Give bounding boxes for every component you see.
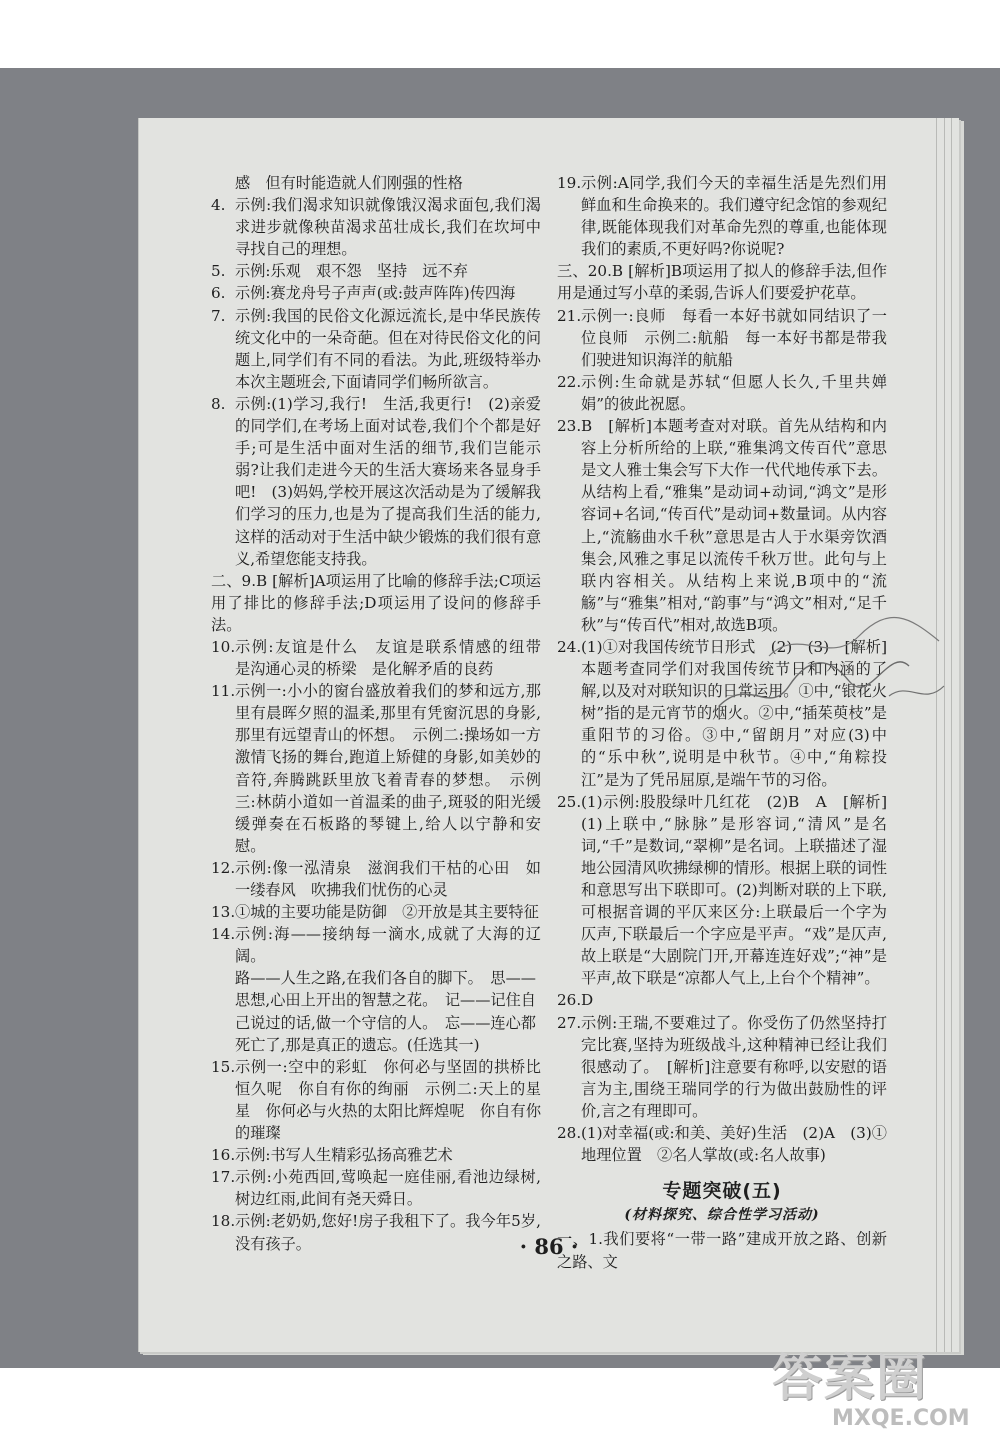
answer-text: (1)①对我国传统节日形式 (2) (3) [解析]本题考查同学们对我国传统节日和内涵的了解,以及对对联知识的日常运用。①中,“银花火树”指的是元宵节的烟火。②中,“插茱萸枝”是重阳节的习俗。③中,“留朗月”对应(3)中的“乐中秋”,说明是中秋节。④中,“角粽投江”是为了凭吊屈原,是端午节的习俗。 bbox=[581, 637, 887, 789]
answer-text: ①城的主要功能是防御 ②开放是其主要特征 bbox=[235, 903, 539, 922]
answer-text: (1)对幸福(或:和美、美好)生活 (2)A (3)①地理位置 ②名人掌故(或:名人故事) bbox=[581, 1124, 887, 1165]
answer-text: 示例:A同学,我们今天的幸福生活是先烈们用鲜血和生命换来的。我们遵守纪念馆的参观纪律,既能体现我们对革命先烈的尊重,也能体现我们的素质,不更好吗?你说呢? bbox=[581, 174, 887, 259]
answer-number: 19. bbox=[557, 174, 582, 192]
section-title: 专题突破(五) bbox=[662, 1180, 782, 1203]
answer-number: 24. bbox=[557, 637, 582, 656]
answer-text: 示例:赛龙舟号子声声(或:鼓声阵阵)传四海 bbox=[235, 284, 516, 303]
answer-text: 示例:我国的民俗文化源远流长,是中华民族传统文化中的一朵奇葩。但在对待民俗文化的问题上,同学们有不同的看法。为此,班级特举办本次主题班会,下面请同学们畅所欲言。 bbox=[235, 306, 541, 391]
answer-number: 二、9.B bbox=[211, 571, 268, 590]
answer-text: 示例:生命就是苏轼“但愿人长久,千里共婵娟”的彼此祝愿。 bbox=[581, 372, 887, 413]
answer-item bbox=[211, 1056, 541, 1144]
answer-item bbox=[211, 393, 541, 570]
answer-item bbox=[211, 636, 557, 680]
answer-item bbox=[557, 1122, 887, 1166]
answer-text: 示例一:小小的窗台盛放着我们的梦和远方,那里有晨晖夕照的温柔,那里有凭窗沉思的身影,那里有远望青山的怀想。 示例二:操场如一方激情飞扬的舞台,跑道上矫健的身影,如美妙的音符,奔腾跳跃里放飞着青春的梦想。 示例三:林荫小道如一首温柔的曲子,斑驳的阳光缓缓弹奏在石板路的琴键上,给人以宁静和安慰。 bbox=[235, 682, 541, 855]
answer-text: D bbox=[581, 991, 594, 1010]
answer-item bbox=[211, 260, 541, 282]
answer-text: 示例:友谊是什么 友谊是联系情感的纽带 是沟通心灵的桥梁 是化解矛盾的良药 bbox=[235, 637, 557, 679]
answer-number: 三、20.B bbox=[557, 262, 624, 281]
answer-text: 示例:王瑞,不要难过了。你受伤了仍然坚持打完比赛,坚持为班级战斗,这种精神已经让我们很感动了。 [解析]注意要有称呼,以安慰的语言为主,围绕王瑞同学的行为做出鼓励性的评价,言之有理即可。 bbox=[581, 1013, 887, 1120]
answer-text: 示例一:空中的彩虹 你何必与坚固的拱桥比恒久呢 你自有你的绚丽 示例二:天上的星星 你何必与火热的太阳比辉煌呢 你自有你的璀璨 bbox=[235, 1057, 541, 1143]
site-watermark bbox=[762, 1338, 990, 1438]
answer-text: 示例:小苑西回,莺唤起一庭佳丽,看池边绿树,树边红雨,此间有尧天舜日。 bbox=[235, 1168, 541, 1209]
answer-number: 21. bbox=[557, 306, 582, 325]
answer-text: 示例:书写人生精彩弘扬高雅艺术 bbox=[235, 1146, 453, 1165]
answer-item bbox=[557, 1012, 887, 1122]
answer-number: 26. bbox=[557, 991, 582, 1010]
answer-item bbox=[211, 570, 541, 636]
answer-item bbox=[557, 989, 887, 1011]
answer-text: 示例:海——接纳每一滴水,成就了大海的辽阔。 bbox=[235, 925, 541, 966]
answer-text: 示例:像一泓清泉 滋润我们干枯的心田 如一缕春风 吹拂我们忧伤的心灵 bbox=[235, 858, 541, 899]
answer-item bbox=[211, 857, 541, 901]
answer-item bbox=[211, 282, 541, 304]
watermark-logo-text: 答案圈 bbox=[772, 1349, 928, 1407]
pencil-scribble-mark bbox=[709, 586, 959, 736]
answer-number: 17. bbox=[211, 1168, 236, 1187]
section-first-line: 一、1.我们要将“一带一路”建成开放之路、创新之路、文 bbox=[557, 1230, 887, 1271]
answer-text: [解析]B项运用了拟人的修辞手法,但作用是通过写小草的柔弱,告诉人们要爱护花草。 bbox=[557, 262, 888, 303]
answer-item bbox=[557, 260, 887, 304]
answer-number: 13. bbox=[211, 903, 236, 922]
answer-number: 22. bbox=[557, 372, 582, 391]
answer-text: 示例:我们渴求知识就像饿汉渴求面包,我们渴求进步就像秧苗渴求茁壮成长,我们在坎坷中寻找自己的理想。 bbox=[235, 196, 541, 259]
answer-number: 7. bbox=[211, 306, 226, 325]
answer-text: 示例:老奶奶,您好!房子我租下了。我今年5岁,没有孩子。 bbox=[235, 1212, 541, 1253]
answer-item bbox=[211, 194, 541, 260]
answer-page bbox=[138, 118, 959, 1352]
answer-item bbox=[557, 305, 887, 371]
answer-item bbox=[211, 680, 541, 857]
answer-item bbox=[211, 901, 541, 923]
answer-number: 15. bbox=[211, 1057, 236, 1076]
answer-text: (1)示例:股股绿叶几红花 (2)B A [解析](1)上联中,“脉脉”是形容词,“清风”是名词,“千”是数词,“翠柳”是名词。上联描述了湿地公园清风吹拂绿柳的情形。根据上联的词性和意思写出下联即可。(2)判断对联的上下联,可根据音调的平仄来区分:上联最后一个字为仄声,下联最后一个字应是平声。“戏”是仄声,故上联是“大剧院门开,开幕连连好戏”;“神”是平声,故下联是“凉都人气上,上台个个精神”。 bbox=[581, 792, 887, 988]
answer-text: B [解析]本题考查对对联。首先从结构和内容上分析所给的上联,“雅集鸿文传百代”意思是文人雅士集会写下大作一代代地传承下去。从结构上看,“雅集”是动词+动词,“鸿文”是形容词+名词,“传百代”是动词+数量词。从内容上,“流觞曲水千秋”意思是古人于水渠旁饮酒集会,风雅之事足以流传千秋万世。此句与上联内容相关。从结构上来说,B项中的“流觞”与“雅集”相对,“韵事”与“鸿文”相对,“足千秋”与“传百代”相对,故选B项。 bbox=[581, 417, 887, 634]
answer-text: 感 但有时能造就人们刚强的性格 bbox=[235, 174, 463, 192]
answer-number: 11. bbox=[211, 682, 236, 701]
answer-text: 示例:(1)学习,我行! 生活,我更行! (2)亲爱的同学们,在考场上面对试卷,我们个个都是好手;可是生活中面对生活的细节,我们岂能示弱?让我们走进今天的生活大赛场来各显身手吧! (3)妈妈,学校开展这次活动是为了缓解我们学习的压力,也是为了提高我们生活的能力,这样的活动对于生活中缺少锻炼的我们很有意义,希望您能支持我。 bbox=[235, 394, 541, 568]
answer-number: 6. bbox=[211, 284, 226, 303]
answer-item bbox=[211, 305, 541, 393]
answer-number: 18. bbox=[211, 1212, 236, 1231]
section-subtitle: (材料探究、综合性学习活动) bbox=[624, 1207, 820, 1224]
answer-number: 12. bbox=[211, 858, 236, 877]
answer-number: 27. bbox=[557, 1013, 582, 1032]
answer-item bbox=[211, 1166, 541, 1210]
answer-text: 示例一:良师 每看一本好书就如同结识了一位良师 示例二:航船 每一本好书都是带我们驶进知识海洋的航船 bbox=[581, 306, 887, 369]
answer-continuation: 路——人生之路,在我们各自的脚下。 思——思想,心田上开出的智慧之花。 记——记住自己说过的话,做一个守信的人。 忘——连心都死亡了,那是真正的遗忘。(任选其一) bbox=[235, 969, 536, 1054]
answer-number: 28. bbox=[557, 1124, 582, 1143]
answer-item bbox=[557, 791, 887, 990]
answer-number: 16. bbox=[211, 1146, 236, 1165]
answer-item bbox=[211, 923, 541, 967]
answer-text: 示例:乐观 艰不怨 坚持 远不弃 bbox=[235, 262, 468, 281]
answer-number: 25. bbox=[557, 792, 582, 811]
answer-number: 5. bbox=[211, 262, 226, 281]
answer-item bbox=[557, 371, 887, 415]
answer-number: 4. bbox=[211, 196, 226, 215]
page-number: · 86 · bbox=[519, 1234, 579, 1259]
answer-item bbox=[211, 172, 541, 194]
answer-item bbox=[211, 1144, 541, 1166]
answer-number: 8. bbox=[211, 394, 226, 413]
answer-text: [解析]A项运用了比喻的修辞手法;C项运用了排比的修辞手法;D项运用了设问的修辞手法。 bbox=[211, 571, 541, 634]
answer-number: 14. bbox=[211, 925, 236, 944]
answer-item bbox=[557, 172, 887, 260]
answer-number: 10. bbox=[211, 637, 236, 656]
watermark-url: MXQE.COM bbox=[832, 1406, 970, 1431]
answer-number: 23. bbox=[557, 417, 582, 436]
